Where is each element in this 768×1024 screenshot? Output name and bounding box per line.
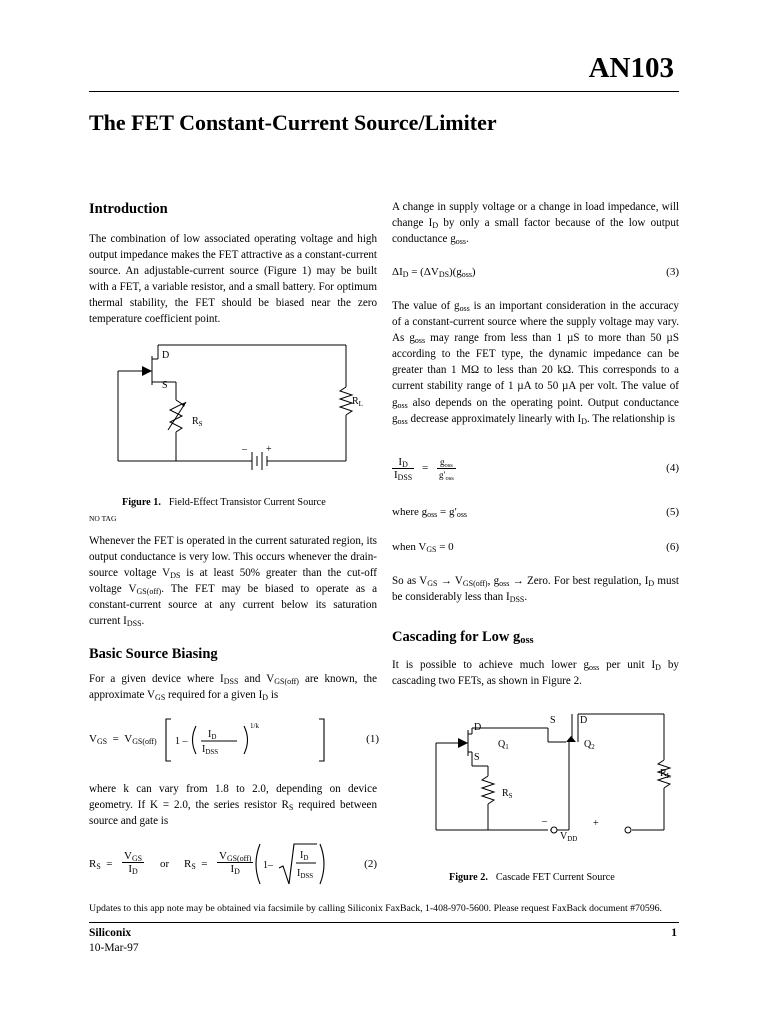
svg-text:RL <box>660 768 671 780</box>
fig2-q1-sub: 1 <box>505 743 509 751</box>
svg-text:IDSS: $I_{DSS}$ <box>297 868 314 880</box>
fig1-rl-sub: L <box>358 400 363 408</box>
biasing-paragraph: For a given device where $I_{DSS}$ and $V_{GS(off)}$ are known, the approximate $V_{GS}$ required for a given $I_D$ is <box>89 673 378 703</box>
figure-2-caption <box>449 872 615 883</box>
figure-1-circuit <box>100 340 363 470</box>
svg-text:ID: $I_D$ <box>300 850 309 862</box>
figure-1-caption <box>122 497 326 508</box>
equation-1-number: (1) <box>366 733 379 745</box>
intro-heading: Introduction <box>89 201 168 217</box>
supply-change-paragraph: A change in supply voltage or a change in load impedance, will change $I_D$ by only a small factor because of the low output conductance $g_{oss}$. <box>392 201 679 247</box>
equation-2: $R_S$ = $\frac{V_{GS}}{I_D}$ or $R_S$ = $\frac{V_{GS(off)}}{I_D}$ 1– $I_D$ $I_{DSS}$ (2) <box>89 840 377 888</box>
fig1-source-label: S <box>162 380 168 391</box>
fig2-rs-label: R <box>502 788 509 799</box>
faxback-footnote: Updates to this app note may be obtained via facsimile by calling Siliconix FaxBack, 1-408-970-5600. Please request FaxBack document #70596. <box>89 903 662 914</box>
equation-5: where $g_{oss} = g'_{oss}$ (5) <box>392 506 679 519</box>
fig2-drain2-label: D <box>580 715 588 726</box>
fig2-q1-label: Q <box>498 739 506 750</box>
fig2-rl-label: R <box>660 768 667 779</box>
fig2-vdd-label: V <box>560 831 568 842</box>
fig2-minus-label: – <box>542 816 547 827</box>
regulation-paragraph: So as $V_{GS} \to V_{GS(off)}$, $g_{oss}$ → Zero. For best regulation, $I_D$ must be considerably less than $I_{DSS}$. <box>392 575 680 605</box>
fig2-source2-label: S <box>550 715 556 726</box>
equation-6-number: (6) <box>666 541 679 553</box>
equation-3-number: (3) <box>666 266 679 278</box>
figure-2-label: Figure 2. <box>449 872 488 883</box>
fig1-rs-sub: S <box>198 420 203 428</box>
page-title: The FET Constant-Current Source/Limiter <box>89 110 497 135</box>
equation-5-number: (5) <box>666 506 679 518</box>
publication-date: 10-Mar-97 <box>89 942 139 954</box>
svg-text:RS <box>502 788 513 800</box>
equation-3: $\Delta I_D = (\Delta V_{DS})(g_{oss})$ (3) <box>392 266 679 279</box>
no-tag-note: NO TAG <box>89 514 117 523</box>
svg-text:VDD <box>560 831 577 843</box>
app-note-number: AN103 <box>588 52 674 84</box>
goss-paragraph: The value of $g_{oss}$ is an important consideration in the accuracy of a constant-current source where the supply voltage may vary. As $g_{oss}$ may range from less than 1 µS to more than 50 µS according to the FET type, the dynamic impedance can be greater than 1 MΩ to less than 20 kΩ. This corresponds to a current stability range of 1 µA to 50 µA per volt. The value of $g_{oss}$ also depends on the operating point. Output conductance $g_{oss}$ decrease approximately linearly with $I_D$. The relationship is <box>392 300 679 426</box>
fig2-plus-label: + <box>593 818 599 829</box>
equation-6: when $V_{GS} = 0$ (6) <box>392 541 679 554</box>
footer-rule <box>89 922 679 923</box>
fig2-rl-sub: L <box>666 772 671 780</box>
fig1-rl-label: R <box>352 396 359 407</box>
cascading-paragraph: It is possible to achieve much lower $g_{oss}$ per unit $I_D$ by cascading two FETs, as shown in Figure 2. <box>392 659 679 688</box>
fig2-source1-label: S <box>474 752 480 763</box>
equation-1: $V_{GS} = V_{GS(off)}$ 1 – $I_D$ $I_{DSS}$ 1/k (1) <box>89 717 379 765</box>
fig2-q2-label: Q <box>584 739 592 750</box>
svg-text:1/k: 1/k <box>250 722 259 730</box>
equation-2-number: (2) <box>364 858 377 870</box>
header-rule <box>89 91 679 92</box>
fig1-rs-label: R <box>192 416 199 427</box>
fig1-minus-label: – <box>242 444 247 455</box>
company-name: Siliconix <box>89 927 132 939</box>
figure-1-caption-text: Field-Effect Transistor Current Source <box>168 497 326 508</box>
svg-text:ID: $I_D$ <box>208 729 217 741</box>
saturation-paragraph: Whenever the FET is operated in the current saturated region, its output conductance is very low. This occurs whenever the drain-source voltage $V_{DS}$ is at least 50% greater than the cut-off voltage $V_{GS(off)}$. The FET may be biased to operate as a constant-current source at any current below its saturation current $I_{DSS}$. <box>89 535 378 629</box>
page-number: 1 <box>671 927 677 939</box>
svg-text:Q1 <box>498 739 509 751</box>
svg-text:1–: 1– <box>263 860 273 871</box>
fig1-drain-label: D <box>162 350 170 361</box>
fig2-q2-sub: 2 <box>591 743 595 751</box>
svg-text:RS <box>192 416 203 428</box>
figure-1-label: Figure 1. <box>122 497 161 508</box>
fig2-rs-sub: S <box>508 792 513 800</box>
equation-4-number: (4) <box>666 462 679 474</box>
svg-text:Q2 <box>584 739 595 751</box>
figure-2-circuit <box>428 710 678 843</box>
fig2-vdd-sub: DD <box>567 835 578 843</box>
fig1-plus-label: + <box>266 444 272 455</box>
fig2-drain1-label: D <box>474 722 482 733</box>
source-biasing-heading: Basic Source Biasing <box>89 646 218 662</box>
intro-paragraph: The combination of low associated operating voltage and high output impedance makes the FET attractive as a constant-current source. An adjustable-current source (Figure 1) may be built with a FET, a variable resistor, and a small battery. For optimum thermal stability, the FET should be biased near the zero temperature coefficient point. <box>89 233 377 326</box>
resistor-paragraph: where k can vary from 1.8 to 2.0, depending on device geometry. If K = 2.0, the series resistor $R_S$ required between source and gate is <box>89 783 377 828</box>
svg-text:1 –: 1 – <box>175 736 188 747</box>
svg-text:RL <box>352 396 363 408</box>
figure-2-caption-text: Cascade FET Current Source <box>495 872 615 883</box>
equation-4: $\frac{I_D}{I_{DSS}}$ = $\frac{g_{oss}}{g'_{oss}}$ (4) <box>394 456 679 482</box>
cascading-heading: Cascading for Low $g_{oss}$ <box>392 629 534 646</box>
svg-text:IDSS: $I_{DSS}$ <box>202 744 219 756</box>
